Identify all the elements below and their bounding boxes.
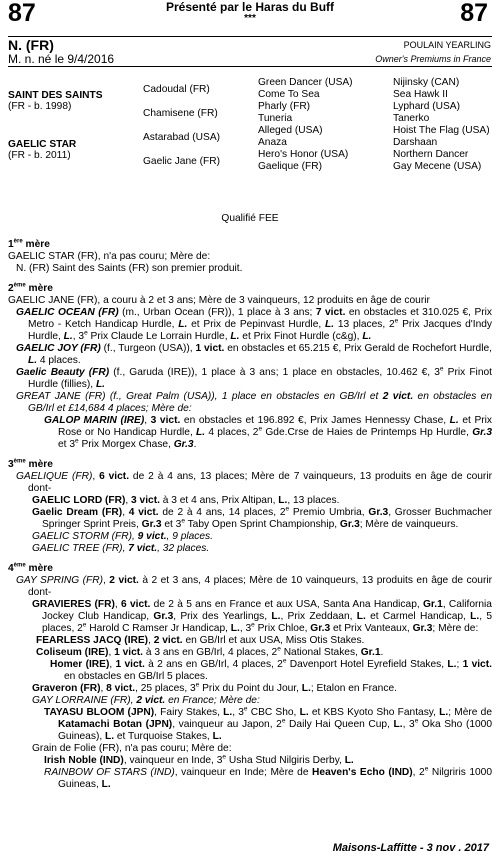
- pedigree-gen3: Pharly (FR): [258, 101, 311, 112]
- dam-info: (FR - b. 2011): [8, 150, 71, 161]
- dam-paragraph: GAY SPRING (FR), 2 vict. à 2 et 3 ans, 4 places; Mère de 10 vainqueurs, 13 produits en âge de courir dont-: [16, 575, 492, 598]
- pedigree-gen4: Darshaan: [393, 137, 438, 148]
- produce-line: Irish Noble (IND), vainqueur en Inde, 3e Usha Stud Nilgiris Derby, L.: [44, 753, 354, 766]
- produce-line: GAELIC JOY (FR) (f., Turgeon (USA)), 1 vict. en obstacles et 65.215 €, Prix Gerald de Rochefort Hurdle, L. 4 places.: [16, 343, 492, 366]
- owner-premium: Owner's Premiums in France: [375, 54, 491, 64]
- stars: ***: [244, 13, 256, 24]
- pedigree-gen3: Anaza: [258, 137, 287, 148]
- produce-line: GAELIC TREE (FR), 7 vict., 32 places.: [32, 543, 210, 554]
- pedigree-gen2: Astarabad (USA): [143, 132, 221, 143]
- pedigree-gen4: Tanerko: [393, 113, 430, 124]
- sire-name: SAINT DES SAINTS: [8, 90, 103, 101]
- divider-top: [8, 36, 492, 37]
- pedigree-gen3: Hero's Honor (USA): [258, 149, 349, 160]
- dam-paragraph: GAELIQUE (FR), 6 vict. de 2 à 4 ans, 13 places; Mère de 7 vainqueurs, 13 produits en âge de courir dont-: [16, 471, 492, 494]
- produce-line: Graveron (FR), 8 vict., 25 places, 3e Prix du Point du Jour, L.; Etalon en France.: [32, 681, 397, 694]
- horse-birth: M. n. né le 9/4/2016: [8, 52, 115, 66]
- produce-line: GAELIC STORM (FR), 9 vict., 9 places.: [32, 531, 213, 542]
- sale-footer: Maisons-Laffitte - 3 nov . 2017: [332, 842, 489, 854]
- produce-line: Coliseum (IRE), 1 vict. à 3 ans en GB/Irl, 4 places, 2e National Stakes, Gr.1.: [36, 645, 384, 658]
- section-4eme-mere: 4ème mère: [8, 562, 53, 574]
- pedigree-gen3: Green Dancer (USA): [258, 77, 353, 88]
- produce-line: GREAT JANE (FR) (f., Great Palm (USA)), 1 place en obstacles en GB/Irl et 2 vict. en obstacles en GB/Irl et £14,684 4 places; Mère de:: [16, 391, 492, 414]
- pedigree-gen2: Gaelic Jane (FR): [143, 156, 220, 167]
- section-1ere-mere: 1ère mère: [8, 238, 50, 250]
- lot-number-left: 87: [8, 0, 36, 27]
- presenter-line: Présenté par le Haras du Buff: [165, 0, 335, 14]
- dam-paragraph: GAELIC STAR (FR), n'a pas couru; Mère de:: [8, 251, 211, 262]
- section-2eme-mere: 2ème mère: [8, 282, 53, 294]
- divider-pedigree: [8, 66, 492, 67]
- pedigree-gen2: Cadoudal (FR): [143, 84, 210, 95]
- pedigree-gen3: Tuneria: [258, 113, 293, 124]
- horse-category: POULAIN YEARLING: [403, 40, 491, 50]
- pedigree-gen4: Sea Hawk II: [393, 89, 448, 100]
- produce-line: GAELIC OCEAN (FR) (m., Urban Ocean (FR)), 1 place à 3 ans; 7 vict. en obstacles et 310.025 €, Prix Metro - Ketch Handicap Hurdle, L. et Prix de Pepinvast Hurdle, L. 13 places, 2e Prix Jacques d'Indy Hurdle, L., 3e Prix Claude Le Lorrain Hurdle, L. et Prix Finot Hurdle (c&g), L.: [16, 307, 492, 342]
- produce-line: N. (FR) Saint des Saints (FR) son premier produit.: [16, 263, 243, 274]
- pedigree-gen3: Gaelique (FR): [258, 161, 322, 172]
- sire-info: (FR - b. 1998): [8, 101, 72, 112]
- produce-line: GALOP MARIN (IRE), 3 vict. en obstacles et 196.892 €, Prix James Hennessy Chase, L. et Prix Rose or No Handicap Hurdle, L. 4 places, 2e Gde.Crse de Haies de Printemps Hp Hurdle, Gr.3 et 3e Prix Morgex Chase, Gr.3.: [44, 415, 493, 450]
- produce-line: Homer (IRE), 1 vict. à 2 ans en GB/Irl, 4 places, 2e Davenport Hotel Eyrefield Stakes, L.; 1 vict. en obstacles en GB/Irl 5 places.: [50, 657, 492, 682]
- pedigree-gen4: Northern Dancer: [393, 149, 469, 160]
- pedigree-gen2: Chamisene (FR): [143, 108, 218, 119]
- qualification: Qualifié FEE: [221, 213, 279, 224]
- produce-line: Gaelic Beauty (FR) (f., Garuda (IRE)), 1 place à 3 ans; 1 place en obstacles, 10.462 €, 3e Prix Finot Hurdle (fillies), L.: [16, 365, 492, 390]
- produce-line: Gaelic Dream (FR), 4 vict. de 2 à 4 ans, 14 places, 2e Premio Umbria, Gr.3, Grosser Buchmacher Springer Sprint Preis, Gr.3 et 3e Taby Open Sprint Championship, Gr.3; Mère de vainqueurs.: [32, 505, 492, 530]
- dam-name: GAELIC STAR: [8, 139, 77, 150]
- pedigree-gen3: Come To Sea: [258, 89, 320, 100]
- pedigree-gen4: Nijinsky (CAN): [393, 77, 460, 88]
- produce-line: FEARLESS JACQ (IRE), 2 vict. en GB/Irl et aux USA, Miss Otis Stakes.: [36, 635, 365, 646]
- pedigree-gen4: Lyphard (USA): [393, 101, 460, 112]
- pedigree-gen4: Gay Mecene (USA): [393, 161, 482, 172]
- produce-record: [8, 234, 492, 791]
- pedigree-gen4: Hoist The Flag (USA): [393, 125, 490, 136]
- produce-line: RAINBOW OF STARS (IND), vainqueur en Inde; Mère de Heaven's Echo (IND), 2e Nilgriris 1000 Guineas, L.: [44, 765, 493, 790]
- produce-line: GAELIC LORD (FR), 3 vict. à 3 et 4 ans, Prix Altipan, L., 13 places.: [32, 495, 340, 506]
- dam-paragraph: GAELIC JANE (FR), a couru à 2 et 3 ans; Mère de 3 vainqueurs, 12 produits en âge de courir: [8, 295, 430, 306]
- produce-line: GAY LORRAINE (FR), 2 vict. en France; Mère de:: [32, 695, 260, 706]
- produce-line: GRAVIERES (FR), 6 vict. de 2 à 5 ans en France et aux USA, Santa Ana Handicap, Gr.1, California Jockey Club Handicap, Gr.3, Prix des Yearlings, L., Prix Zeddaan, L. et Carmel Handicap, L., 5 places, 2e Harold C Ramser Jr Handicap, L., 3e Prix Chloe, Gr.3 et Prix Vanteaux, Gr.3; Mère de:: [32, 599, 493, 634]
- pedigree-gen3: Alleged (USA): [258, 125, 323, 136]
- produce-line: TAYASU BLOOM (JPN), Fairy Stakes, L., 3e CBC Sho, L. et KBS Kyoto Sho Fantasy, L.; Mère de Katamachi Botan (JPN), vainqueur au Japon, 2e Daily Hai Queen Cup, L., 3e Oka Sho (1000 Guineas), L. et Turquoise Stakes, L.: [44, 705, 493, 742]
- section-3eme-mere: 3ème mère: [8, 458, 53, 470]
- horse-name: N. (FR): [8, 37, 54, 53]
- produce-line: Grain de Folie (FR), n'a pas couru; Mère de:: [32, 743, 232, 754]
- lot-number-right: 87: [460, 0, 488, 27]
